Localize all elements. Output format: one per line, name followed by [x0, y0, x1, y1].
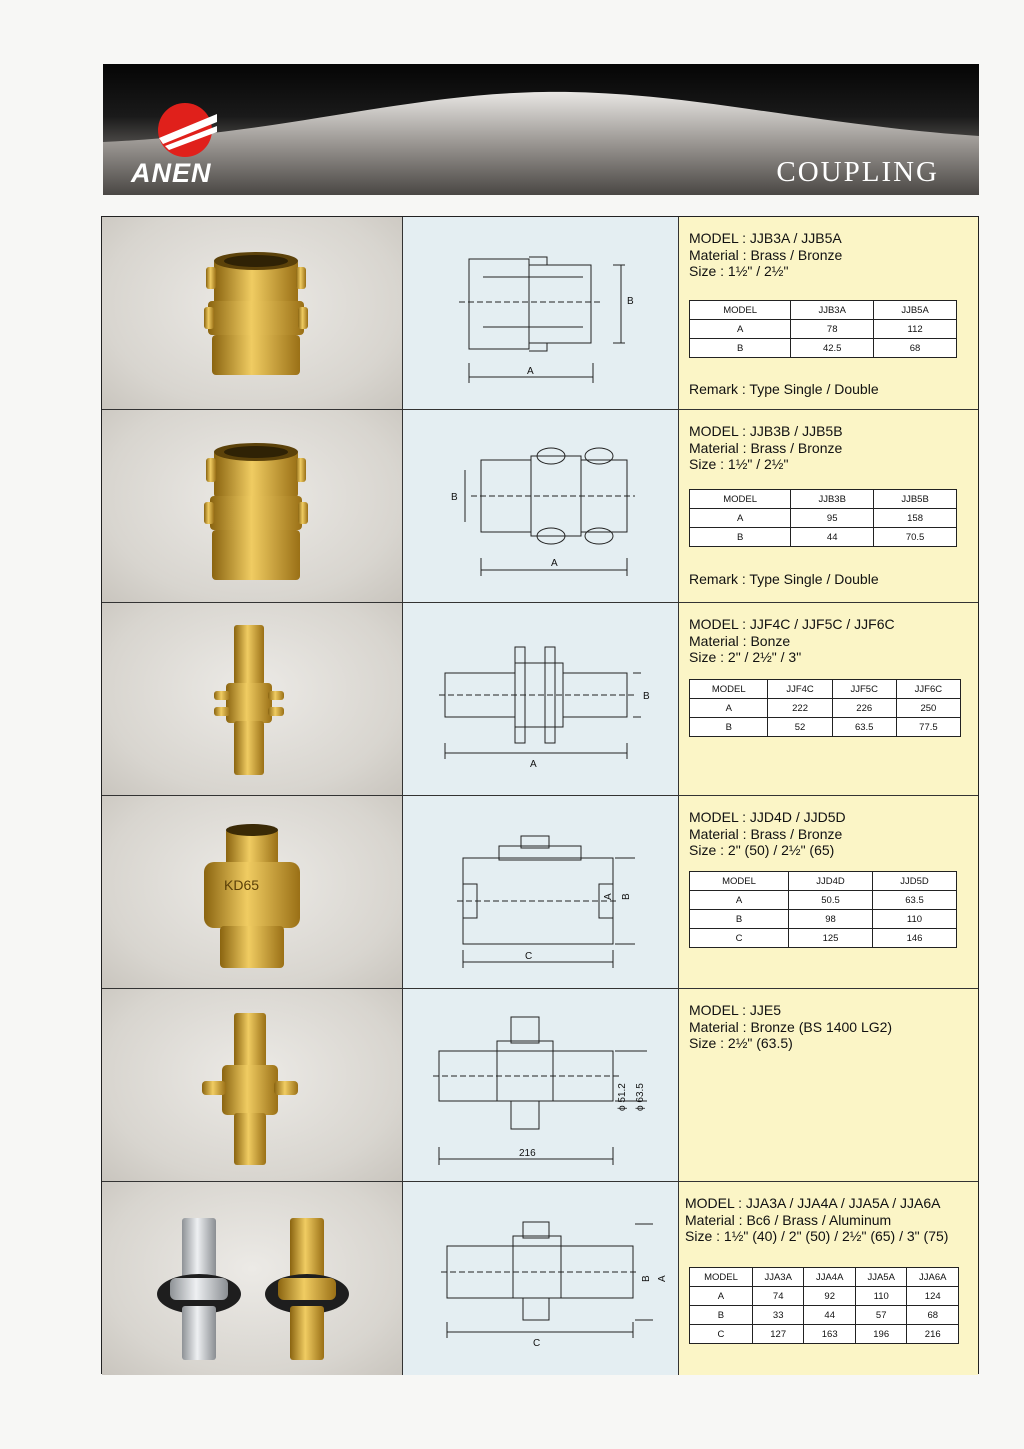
table-header-row [690, 680, 961, 699]
table-header: MODEL [690, 680, 768, 699]
product-row-jjd4d [102, 796, 978, 989]
product-catalog [101, 216, 979, 1374]
model-title: MODEL : JJB3A / JJB5A [689, 230, 842, 246]
table-header: JJD5D [873, 872, 957, 891]
table-row [690, 718, 961, 737]
model-title: MODEL : JJD4D / JJD5D [689, 809, 846, 825]
table-cell: A [690, 320, 791, 339]
product-row-jjb3a [102, 217, 978, 410]
table-header: JJA6A [907, 1268, 959, 1287]
table-cell: A [690, 1287, 753, 1306]
spec-panel [679, 217, 978, 409]
product-photo [102, 1182, 403, 1375]
table-header: JJD4D [789, 872, 873, 891]
drawing-label: B [641, 1275, 652, 1282]
spec-table [689, 489, 957, 547]
table-cell: A [690, 891, 789, 910]
table-cell: 44 [804, 1306, 856, 1325]
material-line: Material : Bc6 / Brass / Aluminum [685, 1211, 892, 1228]
table-row [690, 339, 957, 358]
table-cell: 68 [907, 1306, 959, 1325]
table-header-row [690, 872, 957, 891]
logo-icon [155, 100, 225, 160]
table-cell: 163 [804, 1325, 856, 1344]
material-line: Material : Bonze [689, 632, 791, 649]
material-line: Material : Bronze (BS 1400 LG2) [689, 1018, 893, 1035]
drawing-jjb3b [403, 410, 679, 602]
table-row [690, 1306, 959, 1325]
coupling-photo-icon [102, 796, 402, 988]
table-cell: B [690, 339, 791, 358]
drawing-label: B [451, 492, 458, 503]
drawing-label: C [525, 951, 533, 962]
coupling-photo-icon [102, 603, 402, 795]
table-header: JJB3B [791, 490, 874, 509]
size-line: Size : 2" / 2½" / 3" [689, 649, 802, 665]
table-cell: B [690, 1306, 753, 1325]
product-photo [102, 796, 403, 988]
spec-table [689, 300, 957, 358]
table-row [690, 699, 961, 718]
spec-table [689, 1267, 959, 1344]
table-header: JJA5A [855, 1268, 907, 1287]
drawing-label: C [533, 1338, 541, 1349]
table-cell: 110 [873, 910, 957, 929]
table-cell: 74 [752, 1287, 804, 1306]
drawing-jjb3a [403, 217, 679, 409]
header-banner [103, 64, 979, 195]
table-row [690, 528, 957, 547]
table-cell: 63.5 [832, 718, 896, 737]
table-cell: 52 [768, 718, 832, 737]
drawing-label: ϕ 63.5 [635, 1083, 646, 1111]
technical-drawing [403, 796, 679, 988]
product-photo [102, 410, 403, 602]
drawing-label: B [627, 296, 634, 307]
coupling-photo-icon [102, 989, 402, 1181]
technical-drawing [403, 1182, 679, 1375]
table-cell: B [690, 718, 768, 737]
table-cell: 50.5 [789, 891, 873, 910]
drawing-label: A [551, 558, 558, 569]
table-header: JJF5C [832, 680, 896, 699]
table-cell: 42.5 [791, 339, 874, 358]
spec-table [689, 679, 961, 737]
table-cell: 57 [855, 1306, 907, 1325]
table-row [690, 929, 957, 948]
table-cell: 250 [896, 699, 960, 718]
table-header-row [690, 490, 957, 509]
material-line: Material : Brass / Bronze [689, 246, 843, 263]
table-cell: 77.5 [896, 718, 960, 737]
drawing-label: A [527, 366, 534, 377]
model-title: MODEL : JJA3A / JJA4A / JJA5A / JJA6A [685, 1195, 941, 1211]
drawing-label: B [643, 691, 650, 702]
table-header: JJB3A [791, 301, 874, 320]
drawing-jje5 [403, 989, 679, 1181]
coupling-photo-icon [102, 410, 402, 602]
drawing-jja3a [403, 1182, 679, 1374]
technical-drawing [403, 603, 679, 795]
table-header: MODEL [690, 490, 791, 509]
table-header: JJF4C [768, 680, 832, 699]
drawing-label: A [603, 893, 614, 900]
table-cell: B [690, 910, 789, 929]
table-header: JJB5B [874, 490, 957, 509]
product-row-jjb3b [102, 410, 978, 603]
table-cell: C [690, 929, 789, 948]
table-cell: 158 [874, 509, 957, 528]
product-photo [102, 217, 403, 409]
table-cell: 92 [804, 1287, 856, 1306]
table-cell: 125 [789, 929, 873, 948]
table-cell: 33 [752, 1306, 804, 1325]
table-cell: C [690, 1325, 753, 1344]
drawing-label: A [530, 759, 537, 770]
table-cell: 68 [874, 339, 957, 358]
table-cell: A [690, 699, 768, 718]
drawing-label: B [621, 893, 632, 900]
material-line: Material : Brass / Bronze [689, 825, 843, 842]
table-cell: 146 [873, 929, 957, 948]
drawing-jjf4c [403, 603, 679, 795]
photo-label: KD65 [224, 877, 260, 893]
remark-line: Remark : Type Single / Double [689, 381, 879, 397]
product-photo [102, 603, 403, 795]
table-header: JJA4A [804, 1268, 856, 1287]
table-header: JJA3A [752, 1268, 804, 1287]
table-cell: 222 [768, 699, 832, 718]
spec-panel [679, 603, 978, 795]
spec-panel [679, 989, 978, 1181]
table-cell: 112 [874, 320, 957, 339]
model-title: MODEL : JJB3B / JJB5B [689, 423, 843, 439]
table-cell: 44 [791, 528, 874, 547]
table-row [690, 1325, 959, 1344]
page-title: COUPLING [776, 156, 939, 188]
coupling-photo-icon [102, 217, 402, 409]
coupling-photo-icon [102, 1182, 402, 1374]
size-line: Size : 2½" (63.5) [689, 1035, 793, 1051]
table-cell: 110 [855, 1287, 907, 1306]
table-header: JJB5A [874, 301, 957, 320]
table-cell: 127 [752, 1325, 804, 1344]
technical-drawing [403, 989, 679, 1181]
size-line: Size : 1½" / 2½" [689, 456, 789, 472]
technical-drawing [403, 217, 679, 409]
table-cell: 98 [789, 910, 873, 929]
drawing-label: A [657, 1275, 668, 1282]
spec-table [689, 871, 957, 948]
table-cell: 124 [907, 1287, 959, 1306]
product-row-jjf4c [102, 603, 978, 796]
model-title: MODEL : JJF4C / JJF5C / JJF6C [689, 616, 895, 632]
spec-panel [679, 1182, 978, 1375]
technical-drawing [403, 410, 679, 602]
model-title: MODEL : JJE5 [689, 1002, 782, 1018]
table-row [690, 1287, 959, 1306]
table-row [690, 320, 957, 339]
table-header: JJF6C [896, 680, 960, 699]
table-cell: B [690, 528, 791, 547]
material-line: Material : Brass / Bronze [689, 439, 843, 456]
table-cell: 95 [791, 509, 874, 528]
table-header: MODEL [690, 301, 791, 320]
drawing-jjd4d [403, 796, 679, 988]
size-line: Size : 1½" / 2½" [689, 263, 789, 279]
table-cell: 70.5 [874, 528, 957, 547]
logo-text: ANEN [131, 158, 212, 188]
remark-line: Remark : Type Single / Double [689, 571, 879, 587]
spec-panel [679, 410, 978, 602]
table-cell: 216 [907, 1325, 959, 1344]
size-line: Size : 1½" (40) / 2" (50) / 2½" (65) / 3" (75) [685, 1228, 949, 1244]
table-cell: 78 [791, 320, 874, 339]
table-header-row [690, 1268, 959, 1287]
drawing-label: 216 [519, 1148, 536, 1159]
table-row [690, 509, 957, 528]
table-header-row [690, 301, 957, 320]
spec-panel [679, 796, 978, 988]
table-row [690, 891, 957, 910]
table-header: MODEL [690, 1268, 753, 1287]
product-row-jja3a [102, 1182, 978, 1375]
table-cell: 196 [855, 1325, 907, 1344]
drawing-label: ϕ 51.2 [617, 1083, 628, 1111]
size-line: Size : 2" (50) / 2½" (65) [689, 842, 835, 858]
table-row [690, 910, 957, 929]
table-cell: 63.5 [873, 891, 957, 910]
product-photo [102, 989, 403, 1181]
table-cell: 226 [832, 699, 896, 718]
product-row-jje5 [102, 989, 978, 1182]
table-cell: A [690, 509, 791, 528]
table-header: MODEL [690, 872, 789, 891]
